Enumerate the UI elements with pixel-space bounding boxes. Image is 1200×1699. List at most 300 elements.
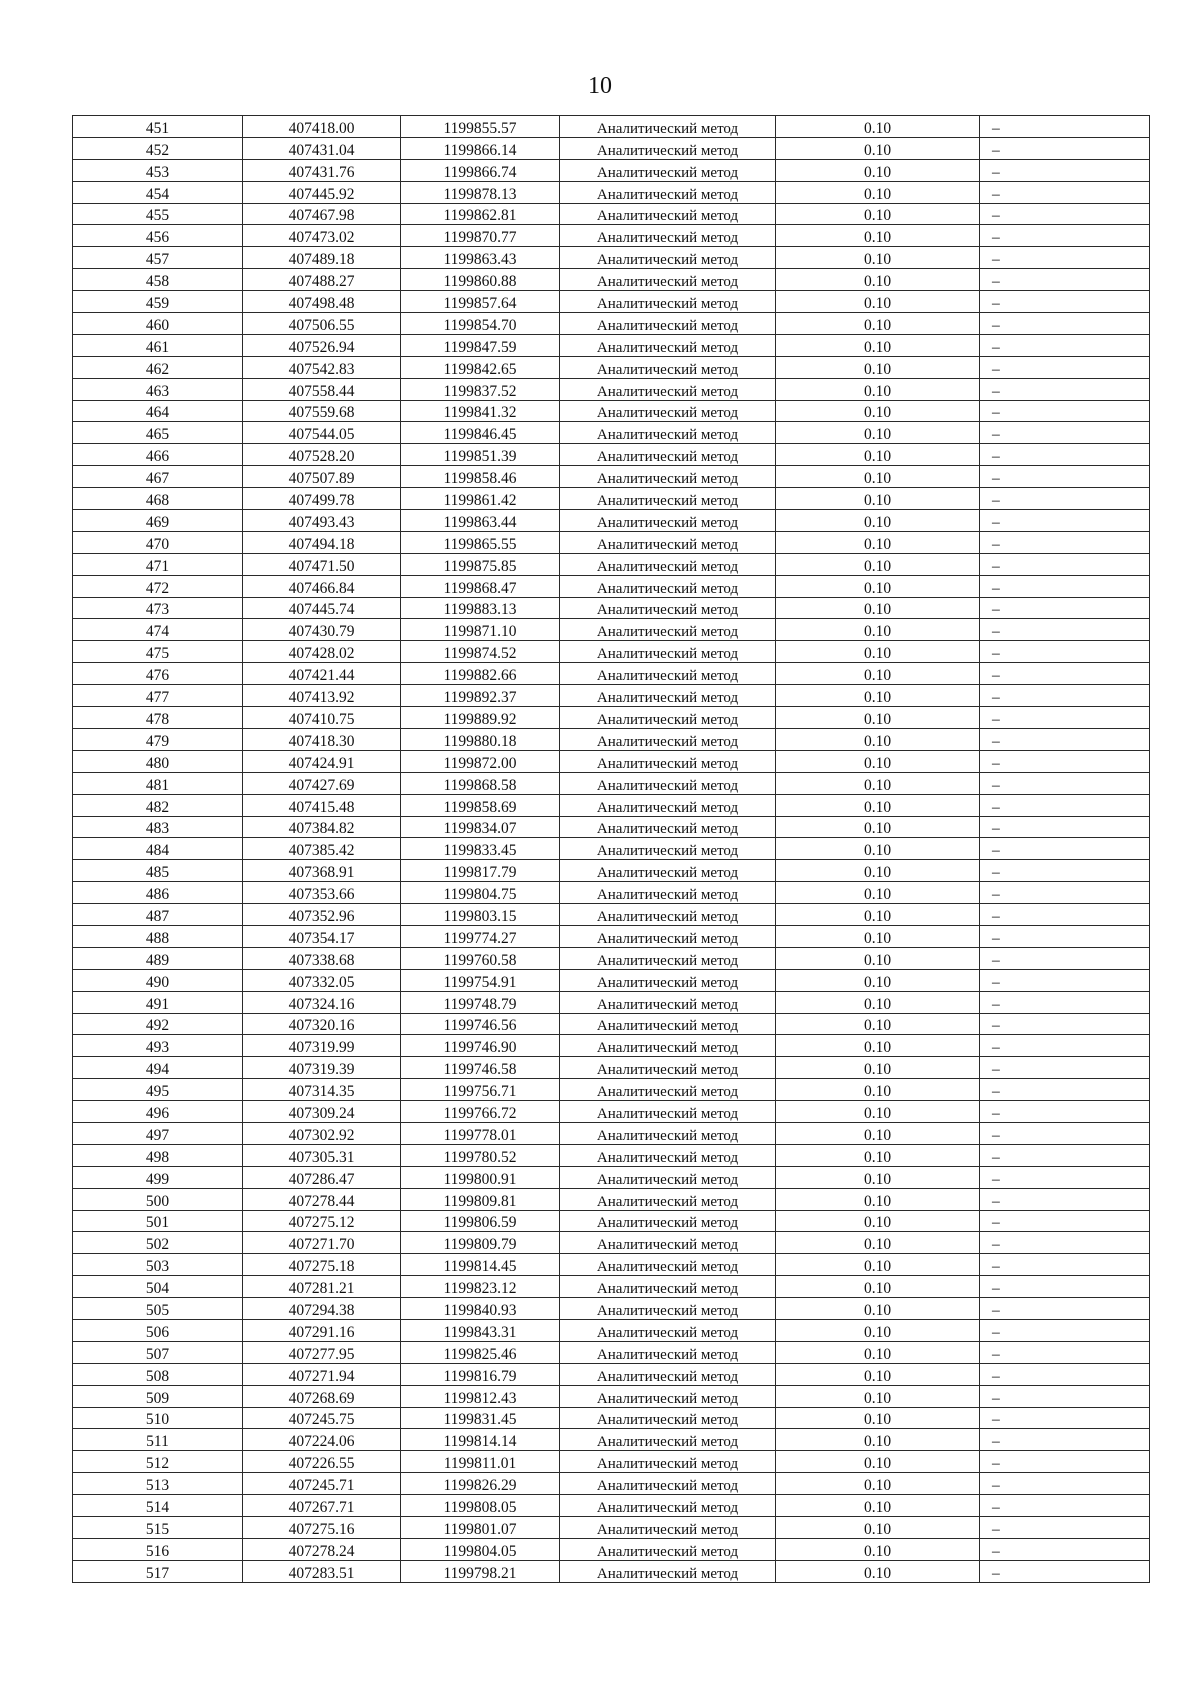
- note-cell: –: [980, 1560, 1150, 1582]
- x-coordinate-cell: 407226.55: [243, 1451, 401, 1473]
- method-cell: Аналитический метод: [560, 1517, 776, 1539]
- accuracy-cell: 0.10: [776, 1429, 980, 1451]
- method-cell: Аналитический метод: [560, 728, 776, 750]
- table-row: [73, 641, 1150, 663]
- note-cell: –: [980, 291, 1150, 313]
- note-cell: –: [980, 597, 1150, 619]
- table-row: [73, 510, 1150, 532]
- y-coordinate-cell: 1199865.55: [401, 531, 560, 553]
- note-cell: –: [980, 181, 1150, 203]
- point-number-cell: 503: [73, 1254, 243, 1276]
- y-coordinate-cell: 1199801.07: [401, 1517, 560, 1539]
- x-coordinate-cell: 407271.70: [243, 1232, 401, 1254]
- method-cell: Аналитический метод: [560, 575, 776, 597]
- method-cell: Аналитический метод: [560, 313, 776, 335]
- point-number-cell: 493: [73, 1035, 243, 1057]
- table-row: [73, 1407, 1150, 1429]
- x-coordinate-cell: 407430.79: [243, 619, 401, 641]
- x-coordinate-cell: 407506.55: [243, 313, 401, 335]
- point-number-cell: 457: [73, 247, 243, 269]
- accuracy-cell: 0.10: [776, 181, 980, 203]
- table-row: [73, 794, 1150, 816]
- y-coordinate-cell: 1199842.65: [401, 356, 560, 378]
- note-cell: –: [980, 1276, 1150, 1298]
- y-coordinate-cell: 1199814.45: [401, 1254, 560, 1276]
- note-cell: –: [980, 1473, 1150, 1495]
- point-number-cell: 466: [73, 444, 243, 466]
- note-cell: –: [980, 1101, 1150, 1123]
- y-coordinate-cell: 1199878.13: [401, 181, 560, 203]
- point-number-cell: 509: [73, 1385, 243, 1407]
- method-cell: Аналитический метод: [560, 1473, 776, 1495]
- accuracy-cell: 0.10: [776, 553, 980, 575]
- accuracy-cell: 0.10: [776, 488, 980, 510]
- method-cell: Аналитический метод: [560, 1451, 776, 1473]
- method-cell: Аналитический метод: [560, 1057, 776, 1079]
- method-cell: Аналитический метод: [560, 291, 776, 313]
- y-coordinate-cell: 1199871.10: [401, 619, 560, 641]
- y-coordinate-cell: 1199874.52: [401, 641, 560, 663]
- y-coordinate-cell: 1199803.15: [401, 904, 560, 926]
- point-number-cell: 498: [73, 1144, 243, 1166]
- method-cell: Аналитический метод: [560, 1341, 776, 1363]
- note-cell: –: [980, 247, 1150, 269]
- table-row: [73, 772, 1150, 794]
- y-coordinate-cell: 1199882.66: [401, 663, 560, 685]
- note-cell: –: [980, 707, 1150, 729]
- method-cell: Аналитический метод: [560, 794, 776, 816]
- x-coordinate-cell: 407302.92: [243, 1122, 401, 1144]
- note-cell: –: [980, 488, 1150, 510]
- y-coordinate-cell: 1199860.88: [401, 269, 560, 291]
- point-number-cell: 458: [73, 269, 243, 291]
- accuracy-cell: 0.10: [776, 794, 980, 816]
- y-coordinate-cell: 1199872.00: [401, 750, 560, 772]
- note-cell: –: [980, 510, 1150, 532]
- table-row: [73, 553, 1150, 575]
- note-cell: –: [980, 1057, 1150, 1079]
- accuracy-cell: 0.10: [776, 925, 980, 947]
- method-cell: Аналитический метод: [560, 1013, 776, 1035]
- note-cell: –: [980, 466, 1150, 488]
- y-coordinate-cell: 1199812.43: [401, 1385, 560, 1407]
- x-coordinate-cell: 407488.27: [243, 269, 401, 291]
- note-cell: –: [980, 531, 1150, 553]
- table-row: [73, 1538, 1150, 1560]
- accuracy-cell: 0.10: [776, 1122, 980, 1144]
- y-coordinate-cell: 1199778.01: [401, 1122, 560, 1144]
- method-cell: Аналитический метод: [560, 1298, 776, 1320]
- table-row: [73, 1188, 1150, 1210]
- y-coordinate-cell: 1199854.70: [401, 313, 560, 335]
- accuracy-cell: 0.10: [776, 1079, 980, 1101]
- accuracy-cell: 0.10: [776, 137, 980, 159]
- accuracy-cell: 0.10: [776, 334, 980, 356]
- accuracy-cell: 0.10: [776, 641, 980, 663]
- table-row: [73, 838, 1150, 860]
- x-coordinate-cell: 407278.44: [243, 1188, 401, 1210]
- point-number-cell: 492: [73, 1013, 243, 1035]
- point-number-cell: 485: [73, 860, 243, 882]
- note-cell: –: [980, 1035, 1150, 1057]
- accuracy-cell: 0.10: [776, 531, 980, 553]
- note-cell: –: [980, 1166, 1150, 1188]
- x-coordinate-cell: 407431.76: [243, 159, 401, 181]
- note-cell: –: [980, 313, 1150, 335]
- note-cell: –: [980, 1341, 1150, 1363]
- y-coordinate-cell: 1199817.79: [401, 860, 560, 882]
- y-coordinate-cell: 1199766.72: [401, 1101, 560, 1123]
- accuracy-cell: 0.10: [776, 838, 980, 860]
- method-cell: Аналитический метод: [560, 1429, 776, 1451]
- y-coordinate-cell: 1199858.46: [401, 466, 560, 488]
- note-cell: –: [980, 685, 1150, 707]
- x-coordinate-cell: 407493.43: [243, 510, 401, 532]
- accuracy-cell: 0.10: [776, 663, 980, 685]
- y-coordinate-cell: 1199851.39: [401, 444, 560, 466]
- point-number-cell: 483: [73, 816, 243, 838]
- x-coordinate-cell: 407445.74: [243, 597, 401, 619]
- table-row: [73, 816, 1150, 838]
- x-coordinate-cell: 407559.68: [243, 400, 401, 422]
- point-number-cell: 497: [73, 1122, 243, 1144]
- method-cell: Аналитический метод: [560, 1210, 776, 1232]
- point-number-cell: 484: [73, 838, 243, 860]
- note-cell: –: [980, 422, 1150, 444]
- accuracy-cell: 0.10: [776, 1254, 980, 1276]
- x-coordinate-cell: 407314.35: [243, 1079, 401, 1101]
- table-row: [73, 969, 1150, 991]
- table-row: [73, 1341, 1150, 1363]
- note-cell: –: [980, 575, 1150, 597]
- accuracy-cell: 0.10: [776, 707, 980, 729]
- accuracy-cell: 0.10: [776, 969, 980, 991]
- accuracy-cell: 0.10: [776, 575, 980, 597]
- y-coordinate-cell: 1199746.56: [401, 1013, 560, 1035]
- table-row: [73, 947, 1150, 969]
- table-row: [73, 247, 1150, 269]
- x-coordinate-cell: 407309.24: [243, 1101, 401, 1123]
- point-number-cell: 454: [73, 181, 243, 203]
- note-cell: –: [980, 1144, 1150, 1166]
- accuracy-cell: 0.10: [776, 1560, 980, 1582]
- accuracy-cell: 0.10: [776, 1363, 980, 1385]
- y-coordinate-cell: 1199814.14: [401, 1429, 560, 1451]
- accuracy-cell: 0.10: [776, 203, 980, 225]
- y-coordinate-cell: 1199774.27: [401, 925, 560, 947]
- coordinates-table-body: [73, 116, 1150, 1583]
- note-cell: –: [980, 1451, 1150, 1473]
- x-coordinate-cell: 407418.00: [243, 116, 401, 138]
- point-number-cell: 508: [73, 1363, 243, 1385]
- x-coordinate-cell: 407473.02: [243, 225, 401, 247]
- table-row: [73, 1429, 1150, 1451]
- method-cell: Аналитический метод: [560, 707, 776, 729]
- method-cell: Аналитический метод: [560, 181, 776, 203]
- accuracy-cell: 0.10: [776, 116, 980, 138]
- accuracy-cell: 0.10: [776, 1538, 980, 1560]
- note-cell: –: [980, 159, 1150, 181]
- note-cell: –: [980, 1210, 1150, 1232]
- point-number-cell: 455: [73, 203, 243, 225]
- point-number-cell: 452: [73, 137, 243, 159]
- point-number-cell: 460: [73, 313, 243, 335]
- y-coordinate-cell: 1199823.12: [401, 1276, 560, 1298]
- accuracy-cell: 0.10: [776, 772, 980, 794]
- method-cell: Аналитический метод: [560, 597, 776, 619]
- note-cell: –: [980, 137, 1150, 159]
- point-number-cell: 479: [73, 728, 243, 750]
- table-row: [73, 1254, 1150, 1276]
- x-coordinate-cell: 407431.04: [243, 137, 401, 159]
- method-cell: Аналитический метод: [560, 838, 776, 860]
- point-number-cell: 467: [73, 466, 243, 488]
- accuracy-cell: 0.10: [776, 991, 980, 1013]
- point-number-cell: 461: [73, 334, 243, 356]
- point-number-cell: 476: [73, 663, 243, 685]
- y-coordinate-cell: 1199880.18: [401, 728, 560, 750]
- point-number-cell: 463: [73, 378, 243, 400]
- method-cell: Аналитический метод: [560, 247, 776, 269]
- table-row: [73, 356, 1150, 378]
- point-number-cell: 514: [73, 1495, 243, 1517]
- note-cell: –: [980, 1517, 1150, 1539]
- y-coordinate-cell: 1199870.77: [401, 225, 560, 247]
- method-cell: Аналитический метод: [560, 137, 776, 159]
- note-cell: –: [980, 882, 1150, 904]
- method-cell: Аналитический метод: [560, 1495, 776, 1517]
- method-cell: Аналитический метод: [560, 1079, 776, 1101]
- note-cell: –: [980, 444, 1150, 466]
- y-coordinate-cell: 1199798.21: [401, 1560, 560, 1582]
- table-row: [73, 378, 1150, 400]
- note-cell: –: [980, 925, 1150, 947]
- y-coordinate-cell: 1199746.58: [401, 1057, 560, 1079]
- coordinates-table: [72, 115, 1150, 1583]
- y-coordinate-cell: 1199808.05: [401, 1495, 560, 1517]
- x-coordinate-cell: 407427.69: [243, 772, 401, 794]
- method-cell: Аналитический метод: [560, 947, 776, 969]
- accuracy-cell: 0.10: [776, 1298, 980, 1320]
- y-coordinate-cell: 1199846.45: [401, 422, 560, 444]
- table-row: [73, 1319, 1150, 1341]
- x-coordinate-cell: 407471.50: [243, 553, 401, 575]
- point-number-cell: 517: [73, 1560, 243, 1582]
- accuracy-cell: 0.10: [776, 313, 980, 335]
- x-coordinate-cell: 407353.66: [243, 882, 401, 904]
- y-coordinate-cell: 1199861.42: [401, 488, 560, 510]
- y-coordinate-cell: 1199866.74: [401, 159, 560, 181]
- y-coordinate-cell: 1199840.93: [401, 1298, 560, 1320]
- x-coordinate-cell: 407428.02: [243, 641, 401, 663]
- point-number-cell: 469: [73, 510, 243, 532]
- method-cell: Аналитический метод: [560, 641, 776, 663]
- y-coordinate-cell: 1199841.32: [401, 400, 560, 422]
- point-number-cell: 505: [73, 1298, 243, 1320]
- x-coordinate-cell: 407275.12: [243, 1210, 401, 1232]
- method-cell: Аналитический метод: [560, 1035, 776, 1057]
- point-number-cell: 482: [73, 794, 243, 816]
- table-row: [73, 925, 1150, 947]
- method-cell: Аналитический метод: [560, 400, 776, 422]
- x-coordinate-cell: 407415.48: [243, 794, 401, 816]
- note-cell: –: [980, 1188, 1150, 1210]
- table-row: [73, 1276, 1150, 1298]
- table-row: [73, 685, 1150, 707]
- y-coordinate-cell: 1199756.71: [401, 1079, 560, 1101]
- note-cell: –: [980, 334, 1150, 356]
- y-coordinate-cell: 1199883.13: [401, 597, 560, 619]
- x-coordinate-cell: 407499.78: [243, 488, 401, 510]
- table-row: [73, 422, 1150, 444]
- table-row: [73, 116, 1150, 138]
- point-number-cell: 478: [73, 707, 243, 729]
- point-number-cell: 487: [73, 904, 243, 926]
- accuracy-cell: 0.10: [776, 1210, 980, 1232]
- note-cell: –: [980, 947, 1150, 969]
- point-number-cell: 501: [73, 1210, 243, 1232]
- x-coordinate-cell: 407275.16: [243, 1517, 401, 1539]
- accuracy-cell: 0.10: [776, 1473, 980, 1495]
- accuracy-cell: 0.10: [776, 597, 980, 619]
- x-coordinate-cell: 407224.06: [243, 1429, 401, 1451]
- method-cell: Аналитический метод: [560, 510, 776, 532]
- method-cell: Аналитический метод: [560, 1144, 776, 1166]
- method-cell: Аналитический метод: [560, 1166, 776, 1188]
- note-cell: –: [980, 1363, 1150, 1385]
- table-row: [73, 1473, 1150, 1495]
- point-number-cell: 470: [73, 531, 243, 553]
- accuracy-cell: 0.10: [776, 1101, 980, 1123]
- method-cell: Аналитический метод: [560, 772, 776, 794]
- accuracy-cell: 0.10: [776, 225, 980, 247]
- method-cell: Аналитический метод: [560, 619, 776, 641]
- note-cell: –: [980, 1079, 1150, 1101]
- accuracy-cell: 0.10: [776, 685, 980, 707]
- table-row: [73, 444, 1150, 466]
- x-coordinate-cell: 407352.96: [243, 904, 401, 926]
- y-coordinate-cell: 1199746.90: [401, 1035, 560, 1057]
- y-coordinate-cell: 1199837.52: [401, 378, 560, 400]
- y-coordinate-cell: 1199811.01: [401, 1451, 560, 1473]
- y-coordinate-cell: 1199863.43: [401, 247, 560, 269]
- accuracy-cell: 0.10: [776, 269, 980, 291]
- y-coordinate-cell: 1199875.85: [401, 553, 560, 575]
- x-coordinate-cell: 407320.16: [243, 1013, 401, 1035]
- accuracy-cell: 0.10: [776, 1166, 980, 1188]
- y-coordinate-cell: 1199809.81: [401, 1188, 560, 1210]
- method-cell: Аналитический метод: [560, 356, 776, 378]
- accuracy-cell: 0.10: [776, 1057, 980, 1079]
- point-number-cell: 481: [73, 772, 243, 794]
- y-coordinate-cell: 1199804.75: [401, 882, 560, 904]
- x-coordinate-cell: 407338.68: [243, 947, 401, 969]
- x-coordinate-cell: 407271.94: [243, 1363, 401, 1385]
- accuracy-cell: 0.10: [776, 444, 980, 466]
- y-coordinate-cell: 1199754.91: [401, 969, 560, 991]
- y-coordinate-cell: 1199809.79: [401, 1232, 560, 1254]
- accuracy-cell: 0.10: [776, 882, 980, 904]
- note-cell: –: [980, 904, 1150, 926]
- accuracy-cell: 0.10: [776, 1035, 980, 1057]
- accuracy-cell: 0.10: [776, 1517, 980, 1539]
- x-coordinate-cell: 407424.91: [243, 750, 401, 772]
- point-number-cell: 473: [73, 597, 243, 619]
- x-coordinate-cell: 407421.44: [243, 663, 401, 685]
- accuracy-cell: 0.10: [776, 1319, 980, 1341]
- note-cell: –: [980, 356, 1150, 378]
- point-number-cell: 472: [73, 575, 243, 597]
- method-cell: Аналитический метод: [560, 1319, 776, 1341]
- note-cell: –: [980, 400, 1150, 422]
- note-cell: –: [980, 1319, 1150, 1341]
- table-row: [73, 1298, 1150, 1320]
- note-cell: –: [980, 1538, 1150, 1560]
- accuracy-cell: 0.10: [776, 1276, 980, 1298]
- note-cell: –: [980, 619, 1150, 641]
- x-coordinate-cell: 407291.16: [243, 1319, 401, 1341]
- table-row: [73, 882, 1150, 904]
- table-row: [73, 269, 1150, 291]
- point-number-cell: 453: [73, 159, 243, 181]
- table-row: [73, 1101, 1150, 1123]
- y-coordinate-cell: 1199834.07: [401, 816, 560, 838]
- method-cell: Аналитический метод: [560, 488, 776, 510]
- table-row: [73, 663, 1150, 685]
- y-coordinate-cell: 1199847.59: [401, 334, 560, 356]
- method-cell: Аналитический метод: [560, 750, 776, 772]
- method-cell: Аналитический метод: [560, 225, 776, 247]
- table-row: [73, 1035, 1150, 1057]
- table-row: [73, 466, 1150, 488]
- x-coordinate-cell: 407489.18: [243, 247, 401, 269]
- accuracy-cell: 0.10: [776, 1385, 980, 1407]
- table-row: [73, 1232, 1150, 1254]
- table-row: [73, 1385, 1150, 1407]
- table-row: [73, 750, 1150, 772]
- table-row: [73, 181, 1150, 203]
- accuracy-cell: 0.10: [776, 1232, 980, 1254]
- note-cell: –: [980, 772, 1150, 794]
- x-coordinate-cell: 407324.16: [243, 991, 401, 1013]
- method-cell: Аналитический метод: [560, 444, 776, 466]
- method-cell: Аналитический метод: [560, 816, 776, 838]
- method-cell: Аналитический метод: [560, 904, 776, 926]
- point-number-cell: 451: [73, 116, 243, 138]
- x-coordinate-cell: 407319.99: [243, 1035, 401, 1057]
- point-number-cell: 513: [73, 1473, 243, 1495]
- table-row: [73, 575, 1150, 597]
- note-cell: –: [980, 116, 1150, 138]
- y-coordinate-cell: 1199780.52: [401, 1144, 560, 1166]
- table-row: [73, 488, 1150, 510]
- method-cell: Аналитический метод: [560, 663, 776, 685]
- point-number-cell: 475: [73, 641, 243, 663]
- point-number-cell: 495: [73, 1079, 243, 1101]
- note-cell: –: [980, 969, 1150, 991]
- y-coordinate-cell: 1199826.29: [401, 1473, 560, 1495]
- method-cell: Аналитический метод: [560, 1232, 776, 1254]
- x-coordinate-cell: 407354.17: [243, 925, 401, 947]
- note-cell: –: [980, 838, 1150, 860]
- accuracy-cell: 0.10: [776, 510, 980, 532]
- x-coordinate-cell: 407305.31: [243, 1144, 401, 1166]
- point-number-cell: 477: [73, 685, 243, 707]
- point-number-cell: 491: [73, 991, 243, 1013]
- point-number-cell: 516: [73, 1538, 243, 1560]
- y-coordinate-cell: 1199831.45: [401, 1407, 560, 1429]
- note-cell: –: [980, 203, 1150, 225]
